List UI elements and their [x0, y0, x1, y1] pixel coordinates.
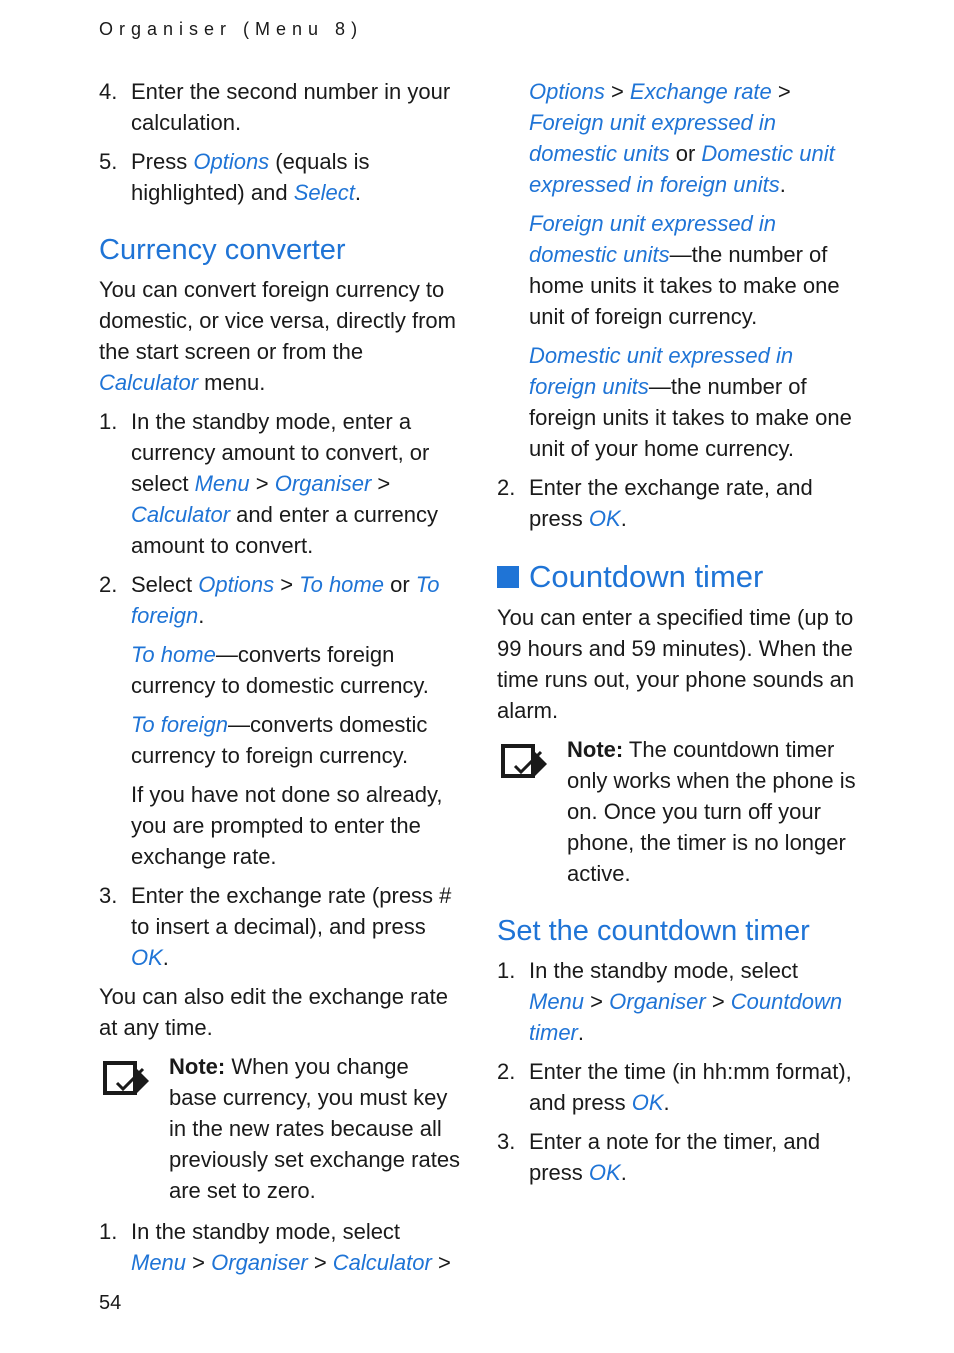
- timer-step-3: [497, 1126, 859, 1188]
- right-column: [497, 76, 859, 1196]
- step-number: 1.: [497, 958, 516, 983]
- menu-term-calculator: Calculator: [99, 370, 199, 395]
- menu-term-options: Options: [193, 149, 270, 174]
- menu-term-ok: OK: [588, 506, 621, 531]
- step-text: In the standby mode, enter a currency amount to convert, or select: [131, 409, 430, 496]
- menu-term-menu: Menu: [131, 1250, 187, 1275]
- note-hand-icon: [99, 1055, 153, 1099]
- menu-term-organiser: Organiser: [211, 1250, 308, 1275]
- punctuation: .: [779, 172, 786, 197]
- punctuation: .: [198, 603, 205, 628]
- menu-term-domestic-unit: Domestic unit expressed in foreign units: [529, 141, 835, 197]
- definition-to-home: [99, 639, 461, 701]
- menu-term-countdown-timer: Countdown timer: [529, 989, 843, 1045]
- step-text: In the standby mode, select: [131, 1219, 401, 1244]
- step-1: [99, 406, 461, 561]
- separator: >: [771, 79, 791, 104]
- step-text: Press: [131, 149, 194, 174]
- countdown-timer-heading: [497, 556, 859, 598]
- step-text: In the standby mode, select: [529, 958, 799, 983]
- timer-step-1: [497, 955, 859, 1048]
- definition-text: —the number of foreign units it takes to make one unit of your home currency.: [529, 374, 852, 461]
- intro-text: You can convert foreign currency to domestic, or vice versa, directly from the start screen or from the: [99, 277, 456, 364]
- step-1-continued: [497, 76, 859, 200]
- menu-term-menu: Menu: [529, 989, 585, 1014]
- note-text: When you change base currency, you must key in the new rates because all previously set exchange rates are set to zero.: [169, 1054, 461, 1203]
- menu-term-options: Options: [529, 79, 605, 104]
- punctuation: .: [663, 1090, 670, 1115]
- note-text: The countdown timer only works when the phone is on. Once you turn off your phone, the timer is no longer active.: [567, 737, 856, 886]
- definition-domestic-unit: [497, 340, 859, 464]
- section-square-icon: [497, 566, 519, 588]
- menu-term-ok: OK: [631, 1090, 664, 1115]
- step-5: [99, 146, 461, 208]
- prompt-note: If you have not done so already, you are prompted to enter the exchange rate.: [131, 782, 443, 869]
- step-number: 4.: [99, 79, 118, 104]
- note-base-currency: [99, 1051, 461, 1206]
- note-body: [567, 734, 859, 889]
- menu-term-to-foreign: To foreign: [131, 712, 229, 737]
- note-body: [169, 1051, 461, 1206]
- note-hand-icon: [497, 738, 551, 782]
- timer-step-2: [497, 1056, 859, 1118]
- separator: >: [604, 79, 630, 104]
- menu-term-organiser: Organiser: [274, 471, 372, 496]
- left-column: [99, 76, 461, 1286]
- menu-term-exchange-rate: Exchange rate: [629, 79, 772, 104]
- step-number: 1.: [99, 409, 118, 434]
- menu-term-to-home: To home: [299, 572, 384, 597]
- step-number: 5.: [99, 149, 118, 174]
- menu-term-ok: OK: [588, 1160, 621, 1185]
- menu-term-to-foreign: To foreign: [131, 572, 440, 628]
- punctuation: .: [577, 1020, 585, 1045]
- step-text: Enter the second number in your calculation.: [131, 79, 451, 135]
- step-text: Enter a note for the timer, and press: [529, 1129, 821, 1185]
- separator: >: [371, 471, 391, 496]
- menu-term-ok: OK: [131, 945, 163, 970]
- step-text: Enter the exchange rate, and press: [529, 475, 813, 531]
- punctuation: .: [354, 180, 361, 205]
- definition-text: —the number of home units it takes to make one unit of foreign currency.: [529, 242, 840, 329]
- step-number: 2.: [497, 1059, 516, 1084]
- step-text: and enter a currency amount to convert.: [131, 502, 438, 558]
- menu-term-menu: Menu: [194, 471, 250, 496]
- step-number: 1.: [99, 1219, 118, 1244]
- edit-rate-paragraph: You can also edit the exchange rate at any time.: [99, 984, 449, 1040]
- note-label: Note:: [169, 1054, 226, 1079]
- section-title: Countdown timer: [529, 559, 764, 594]
- currency-intro: [99, 274, 461, 398]
- currency-converter-heading: Currency converter: [99, 234, 346, 266]
- menu-term-organiser: Organiser: [609, 989, 706, 1014]
- note-countdown: [497, 734, 859, 889]
- note-label: Note:: [567, 737, 624, 762]
- menu-term-foreign-unit: Foreign unit expressed in domestic units: [529, 110, 777, 166]
- separator: >: [584, 989, 610, 1014]
- separator: >: [307, 1250, 333, 1275]
- separator: >: [249, 471, 275, 496]
- menu-term-select: Select: [293, 180, 355, 205]
- step-text: Enter the time (in hh:mm format), and press: [529, 1059, 852, 1115]
- menu-term-options: Options: [198, 572, 275, 597]
- step-text: Select: [131, 572, 199, 597]
- menu-term-to-home: To home: [131, 642, 216, 667]
- definition-text: —converts domestic currency to foreign currency.: [131, 712, 428, 768]
- menu-term-calculator: Calculator: [131, 502, 231, 527]
- conjunction: or: [669, 141, 702, 166]
- set-countdown-heading: Set the countdown timer: [497, 915, 810, 947]
- separator: >: [705, 989, 731, 1014]
- menu-term-domestic-unit: Domestic unit expressed in foreign units: [529, 343, 794, 399]
- punctuation: .: [162, 945, 169, 970]
- conjunction: or: [383, 572, 416, 597]
- punctuation: .: [620, 1160, 627, 1185]
- menu-term-calculator: Calculator: [332, 1250, 432, 1275]
- step-4: [99, 76, 461, 138]
- menu-term-foreign-unit: Foreign unit expressed in domestic units: [529, 211, 777, 267]
- step-text: Enter the exchange rate (press # to insert a decimal), and press: [131, 883, 452, 939]
- step-3: [99, 880, 461, 973]
- running-header: Organiser (Menu 8): [99, 19, 364, 39]
- step-text: (equals is highlighted) and: [131, 149, 370, 205]
- definition-text: —converts foreign currency to domestic currency.: [131, 642, 429, 698]
- intro-end: menu.: [198, 370, 266, 395]
- step-number: 3.: [497, 1129, 516, 1154]
- step-number: 2.: [99, 572, 118, 597]
- step-number: 3.: [99, 883, 118, 908]
- definition-to-foreign: [99, 709, 461, 771]
- step-2: [99, 569, 461, 631]
- page-number: 54: [99, 1292, 122, 1314]
- definition-foreign-unit: [497, 208, 859, 332]
- punctuation: .: [620, 506, 627, 531]
- step-1-exchange: [99, 1216, 461, 1278]
- step-2-exchange: [497, 472, 859, 534]
- separator: >: [274, 572, 300, 597]
- separator: >: [431, 1250, 451, 1275]
- separator: >: [186, 1250, 212, 1275]
- step-number: 2.: [497, 475, 516, 500]
- countdown-intro: You can enter a specified time (up to 99 hours and 59 minutes). When the time runs out, your phone sounds an alarm.: [497, 605, 855, 723]
